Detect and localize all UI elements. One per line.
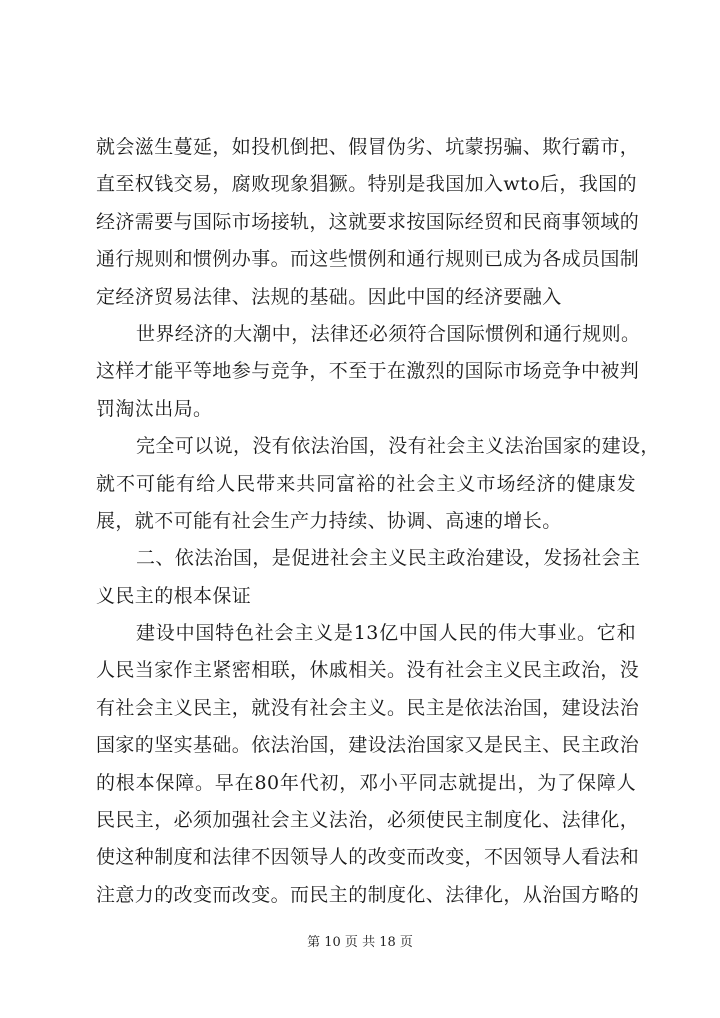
text-line: 就会滋生蔓延，如投机倒把、假冒伪劣、坑蒙拐骗、欺行霸市， [96, 136, 640, 158]
text-line: 罚淘汰出局。 [96, 397, 213, 420]
body-text [96, 129, 660, 914]
text-line: 定经济贸易法律、法规的基础。因此中国的经济要融入 [96, 285, 562, 308]
text-line: 世界经济的大潮中，法律还必须符合国际惯例和通行规则。 [136, 322, 641, 345]
text-line: 通行规则和惯例办事。而这些惯例和通行规则已成为各成员国制 [96, 248, 640, 271]
section-heading: 义民主的根本保证 [96, 584, 252, 607]
text-line: 注意力的改变而改变。而民主的制度化、法律化，从治国方略的 [96, 883, 640, 906]
text-line: 民民主，必须加强社会主义法治，必须使民主制度化、法律化， [96, 809, 640, 832]
text-line: 这样才能平等地参与竞争，不至于在激烈的国际市场竞争中被判 [96, 360, 640, 383]
page-number-footer: 第 10 页 共 18 页 [307, 935, 413, 950]
section-heading: 二、依法治国，是促进社会主义民主政治建设，发扬社会主 [136, 547, 641, 570]
text-line: 直至权钱交易，腐败现象猖獗。特别是我国加入wto后，我国的 [96, 173, 637, 196]
text-line: 有社会主义民主，就没有社会主义。民主是依法治国，建设法治 [96, 696, 640, 719]
text-line: 人民当家作主紧密相联，休戚相关。没有社会主义民主政治，没 [96, 659, 640, 682]
text-line: 的根本保障。早在80年代初，邓小平同志就提出，为了保障人 [96, 771, 636, 794]
text-line: 建设中国特色社会主义是13亿中国人民的伟大事业。它和 [136, 622, 636, 645]
text-line: 经济需要与国际市场接轨，这就要求按国际经贸和民商事领域的 [96, 210, 640, 233]
text-line: 完全可以说，没有依法治国，没有社会主义法治国家的建设， [136, 435, 660, 458]
text-line: 使这种制度和法律不因领导人的改变而改变，不因领导人看法和 [96, 846, 640, 869]
text-line: 国家的坚实基础。依法治国，建设法治国家又是民主、民主政治 [96, 734, 640, 757]
text-line: 就不可能有给人民带来共同富裕的社会主义市场经济的健康发 [96, 472, 636, 495]
text-line: 展，就不可能有社会生产力持续、协调、高速的增长。 [96, 509, 562, 532]
